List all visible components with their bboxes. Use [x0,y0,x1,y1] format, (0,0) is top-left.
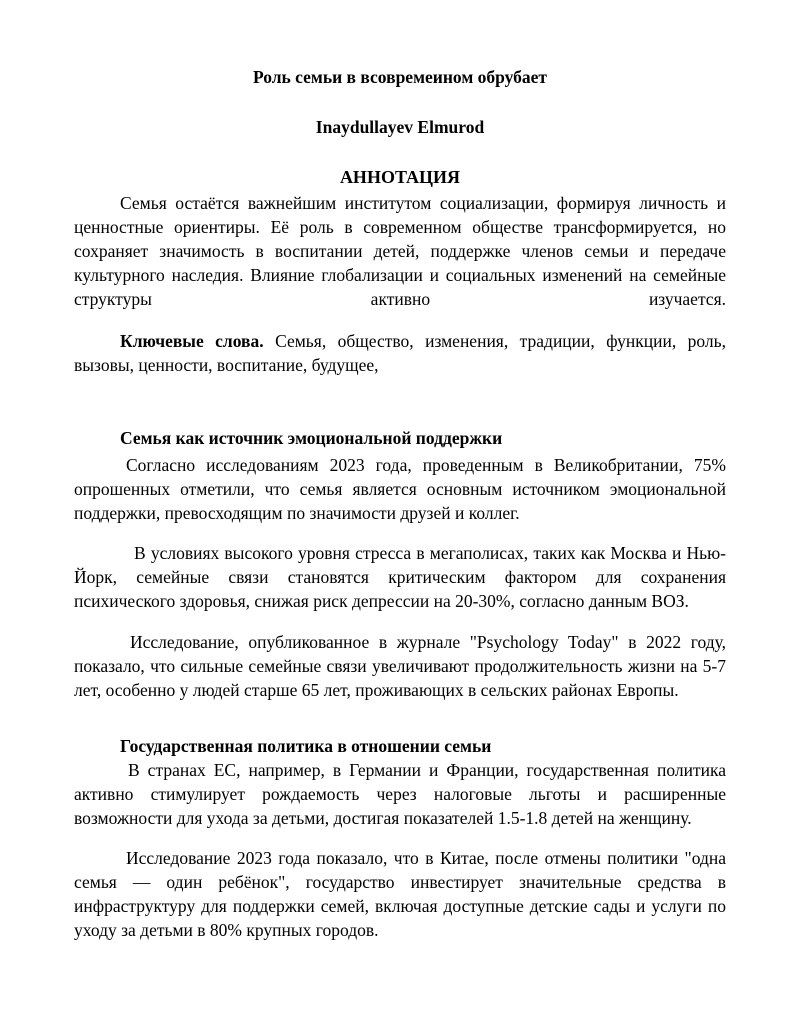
section1-paragraph-1: Согласно исследованиям 2023 года, проведенным в Великобритании, 75% опрошенных отметили, что семья является основным источником эмоциональной поддержки, превосходящим по значимости друзей и коллег. [74,455,726,523]
author-name: Inaydullayev Elmurod [315,117,485,137]
section2-paragraph-1: В странах ЕС, например, в Германии и Франции, государственная политика активно стимулирует рождаемость через налоговые льготы и расширенные возможности для ухода за детьми, достигая показателей 1.5-1.8 детей на женщину. [74,760,726,828]
section1-paragraph-3: Исследование, опубликованное в журнале "Psychology Today" в 2022 году, показало, что сильные семейные связи увеличивают продолжительность жизни на 5-7 лет, особенно у людей старше 65 лет, проживающих в сельских районах Европы. [74,632,726,700]
document-title: Роль семьи в всовремеином обрубает [252,67,548,87]
keywords-paragraph [74,329,726,377]
section1-paragraph-2: В условиях высокого уровня стресса в мегаполисах, таких как Москва и Нью-Йорк, семейные связи становятся критическим фактором для сохранения психического здоровья, снижая риск депрессии на 20-30%, согласно данным ВОЗ. [74,543,726,611]
keywords-label: Ключевые слова. [120,331,264,351]
section-heading-state-policy: Государственная политика в отношении семьи [120,736,492,756]
section-heading-emotional-support: Семья как источник эмоциональной поддержки [120,428,503,448]
annotation-paragraph: Семья остаётся важнейшим институтом социализации, формируя личность и ценностные ориентиры. Её роль в современном обществе трансформируется, но сохраняет значимость в воспитании детей, поддержке членов семьи и передаче культурного наследия. Влияние глобализации и социальных изменений на семейные структуры активно изучается. [74,193,726,309]
annotation-heading: АННОТАЦИЯ [339,167,461,187]
section2-paragraph-2: Исследование 2023 года показало, что в Китае, после отмены политики "одна семья — один ребёнок", государство инвестирует значительные средства в инфраструктуру для поддержки семей, включая доступные детские сады и услуги по уходу за детьми в 80% крупных городов. [74,848,726,940]
keywords-text: Семья, общество, изменения, традиции, функции, роль, вызовы, ценности, воспитание, будущее, [74,331,726,375]
